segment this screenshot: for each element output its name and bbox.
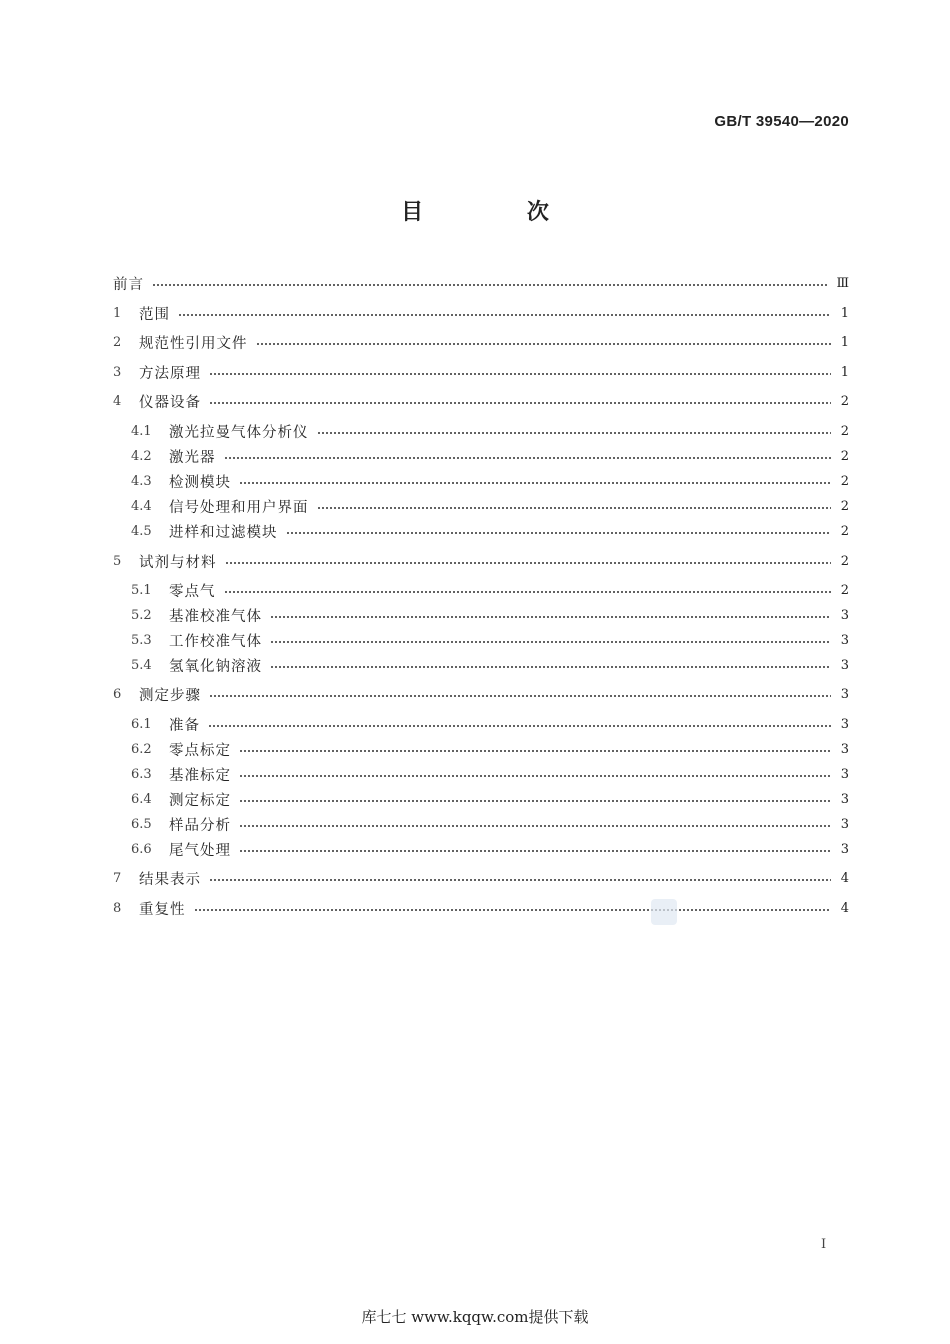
toc-label: 范围	[139, 306, 170, 323]
toc-number: 4	[113, 393, 122, 409]
toc-number: 6.3	[131, 766, 152, 782]
toc-page: 3	[840, 791, 849, 807]
toc-page: 3	[840, 716, 849, 732]
toc-subentry[interactable]	[113, 811, 849, 837]
toc-leader	[270, 666, 831, 668]
toc-label: 激光拉曼气体分析仪	[169, 424, 309, 441]
toc-number: 3	[113, 364, 122, 380]
toc-label: 激光器	[169, 449, 216, 466]
toc-label: 准备	[169, 717, 200, 734]
toc-page: 1	[840, 334, 849, 350]
toc-label: 基准标定	[169, 767, 231, 784]
toc-leader	[209, 879, 831, 881]
toc-page: 2	[840, 523, 849, 539]
toc-label: 方法原理	[139, 365, 201, 382]
faint-stamp-mark	[651, 899, 677, 925]
toc-page: 1	[840, 305, 849, 321]
toc-label: 仪器设备	[139, 394, 201, 411]
toc-subentry[interactable]	[113, 761, 849, 787]
toc-subentry[interactable]	[113, 418, 849, 444]
toc-page: 2	[840, 448, 849, 464]
toc-entry-foreword[interactable]	[113, 270, 849, 296]
toc-leader	[317, 432, 832, 434]
toc-subentry[interactable]	[113, 711, 849, 737]
toc-page: 3	[840, 741, 849, 757]
toc-number: 6.6	[131, 841, 152, 857]
toc-entry[interactable]	[113, 300, 849, 326]
toc-leader	[225, 562, 832, 564]
toc-leader	[239, 850, 831, 852]
toc-number: 8	[113, 900, 122, 916]
toc-label: 重复性	[139, 901, 186, 918]
toc-entry[interactable]	[113, 865, 849, 891]
toc-leader	[239, 775, 831, 777]
toc-number: 2	[113, 334, 122, 350]
toc-number: 1	[113, 305, 122, 321]
toc-label: 测定步骤	[139, 687, 201, 704]
toc-page: 3	[840, 841, 849, 857]
toc-page: 4	[840, 870, 849, 886]
toc-label: 工作校准气体	[169, 633, 262, 650]
toc-page: 2	[840, 582, 849, 598]
toc-leader	[209, 373, 831, 375]
toc-leader	[239, 825, 831, 827]
toc-subentry[interactable]	[113, 736, 849, 762]
toc-leader	[194, 909, 832, 911]
toc-leader	[208, 725, 831, 727]
toc-leader	[270, 641, 831, 643]
toc-number: 7	[113, 870, 122, 886]
toc-page: 2	[840, 553, 849, 569]
toc-subentry[interactable]	[113, 602, 849, 628]
toc-page: 3	[840, 816, 849, 832]
toc-leader	[239, 800, 831, 802]
toc-leader	[224, 591, 832, 593]
toc-label: 信号处理和用户界面	[169, 499, 309, 516]
toc-leader	[178, 314, 831, 316]
toc-number: 5	[113, 553, 122, 569]
toc-leader	[317, 507, 832, 509]
toc-number: 6	[113, 686, 122, 702]
toc-leader	[239, 750, 831, 752]
toc-subentry[interactable]	[113, 652, 849, 678]
toc-entry[interactable]	[113, 895, 849, 921]
toc-page: 2	[840, 423, 849, 439]
toc-subentry[interactable]	[113, 577, 849, 603]
toc-label: 零点标定	[169, 742, 231, 759]
toc-leader	[152, 284, 828, 286]
toc-subentry[interactable]	[113, 518, 849, 544]
toc-page: 3	[840, 632, 849, 648]
toc-leader	[286, 532, 832, 534]
toc-label: 进样和过滤模块	[169, 524, 278, 541]
toc-page: 2	[840, 473, 849, 489]
toc-number: 5.1	[131, 582, 152, 598]
toc-label: 试剂与材料	[139, 554, 217, 571]
toc-number: 4.2	[131, 448, 152, 464]
toc-entry[interactable]	[113, 681, 849, 707]
toc-label: 基准校准气体	[169, 608, 262, 625]
toc-label: 样品分析	[169, 817, 231, 834]
toc-label: 前言	[113, 276, 144, 293]
toc-page: 1	[840, 364, 849, 380]
toc-number: 4.1	[131, 423, 152, 439]
page-number: I	[821, 1237, 827, 1252]
toc-number: 4.5	[131, 523, 152, 539]
toc-page: 2	[840, 498, 849, 514]
toc-page: 3	[840, 766, 849, 782]
toc-number: 6.1	[131, 716, 152, 732]
toc-subentry[interactable]	[113, 493, 849, 519]
toc-page: 3	[840, 607, 849, 623]
toc-entry[interactable]	[113, 359, 849, 385]
toc-entry[interactable]	[113, 388, 849, 414]
toc-number: 4.4	[131, 498, 152, 514]
toc-page: 4	[840, 900, 849, 916]
toc-leader	[209, 695, 831, 697]
toc-entry[interactable]	[113, 548, 849, 574]
toc-entry[interactable]	[113, 329, 849, 355]
toc-page: 3	[840, 657, 849, 673]
toc-label: 结果表示	[139, 871, 201, 888]
standard-code: GB/T 39540—2020	[714, 113, 849, 130]
toc-leader	[239, 482, 831, 484]
toc-label: 检测模块	[169, 474, 231, 491]
toc-subentry[interactable]	[113, 443, 849, 469]
toc-number: 6.2	[131, 741, 152, 757]
page-title: 目 次	[401, 200, 597, 225]
toc-leader	[270, 616, 831, 618]
toc-number: 6.5	[131, 816, 152, 832]
toc-leader	[209, 402, 831, 404]
toc-leader	[224, 457, 832, 459]
toc-subentry[interactable]	[113, 836, 849, 862]
toc-subentry[interactable]	[113, 627, 849, 653]
toc-subentry[interactable]	[113, 786, 849, 812]
toc-number: 5.2	[131, 607, 152, 623]
toc-leader	[256, 343, 832, 345]
toc-page: Ⅲ	[836, 275, 849, 291]
toc-label: 规范性引用文件	[139, 335, 248, 352]
download-watermark: 库七七 www.kqqw.com提供下载	[361, 1308, 589, 1326]
toc-number: 5.3	[131, 632, 152, 648]
toc-number: 4.3	[131, 473, 152, 489]
toc-page: 2	[840, 393, 849, 409]
toc-subentry[interactable]	[113, 468, 849, 494]
toc-number: 6.4	[131, 791, 152, 807]
toc-page: 3	[840, 686, 849, 702]
toc-label: 尾气处理	[169, 842, 231, 859]
toc-label: 测定标定	[169, 792, 231, 809]
toc-number: 5.4	[131, 657, 152, 673]
toc-label: 零点气	[169, 583, 216, 600]
toc-label: 氢氧化钠溶液	[169, 658, 262, 675]
